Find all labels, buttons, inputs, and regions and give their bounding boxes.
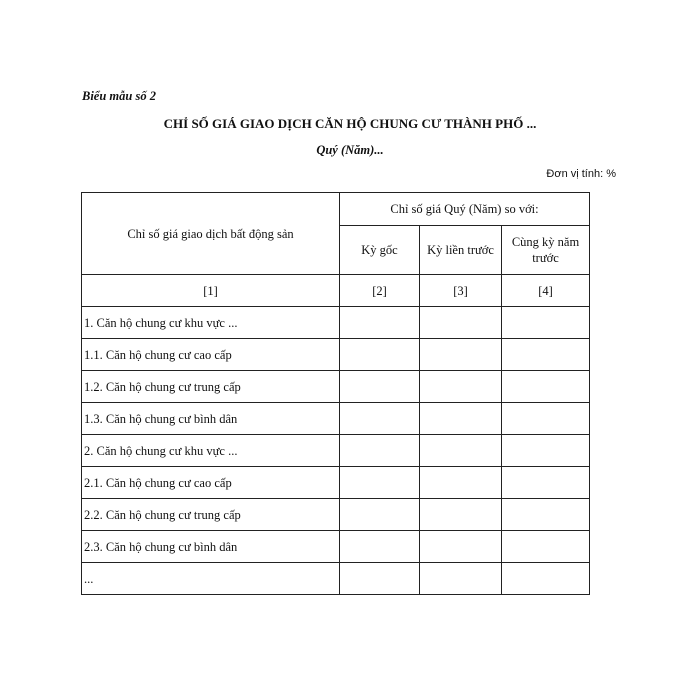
value-cell <box>340 403 420 435</box>
header-group-label: Chỉ số giá Quý (Năm) so với: <box>340 193 590 226</box>
value-cell <box>502 371 590 403</box>
value-cell <box>502 563 590 595</box>
value-cell <box>420 563 502 595</box>
table-row <box>82 371 590 403</box>
value-cell <box>420 307 502 339</box>
value-cell <box>420 371 502 403</box>
table-row <box>82 467 590 499</box>
sub-header-previous-period: Kỳ liền trước <box>420 226 502 275</box>
form-label: Biểu mẫu số 2 <box>82 89 156 103</box>
value-cell <box>340 467 420 499</box>
value-cell <box>340 531 420 563</box>
value-cell <box>420 531 502 563</box>
column-number: [1] <box>82 275 340 307</box>
value-cell <box>502 307 590 339</box>
value-cell <box>420 435 502 467</box>
table-row <box>82 339 590 371</box>
value-cell <box>502 403 590 435</box>
row-label: 1. Căn hộ chung cư khu vực ... <box>82 307 340 339</box>
value-cell <box>420 403 502 435</box>
value-cell <box>502 531 590 563</box>
document-title: CHỈ SỐ GIÁ GIAO DỊCH CĂN HỘ CHUNG CƯ THÀNH PHỐ ... <box>163 116 537 131</box>
value-cell <box>340 435 420 467</box>
value-cell <box>502 467 590 499</box>
value-cell <box>340 371 420 403</box>
sub-header-base-period: Kỳ gốc <box>340 226 420 275</box>
row-label: 1.2. Căn hộ chung cư trung cấp <box>82 371 340 403</box>
table-row <box>82 563 590 595</box>
value-cell <box>420 339 502 371</box>
row-label: 2.2. Căn hộ chung cư trung cấp <box>82 499 340 531</box>
table-row <box>82 435 590 467</box>
row-label: ... <box>82 563 340 595</box>
unit-note: Đơn vị tính: % <box>546 168 616 180</box>
value-cell <box>340 307 420 339</box>
value-cell <box>502 339 590 371</box>
table-row <box>82 499 590 531</box>
value-cell <box>340 563 420 595</box>
column-number: [2] <box>340 275 420 307</box>
column-number: [3] <box>420 275 502 307</box>
row-label: 2.1. Căn hộ chung cư cao cấp <box>82 467 340 499</box>
table-row <box>82 307 590 339</box>
value-cell <box>420 467 502 499</box>
row-label: 1.1. Căn hộ chung cư cao cấp <box>82 339 340 371</box>
value-cell <box>502 435 590 467</box>
value-cell <box>340 499 420 531</box>
value-cell <box>502 499 590 531</box>
column-number: [4] <box>502 275 590 307</box>
header-row-label: Chỉ số giá giao dịch bất động sản <box>82 193 340 275</box>
row-label: 2. Căn hộ chung cư khu vực ... <box>82 435 340 467</box>
value-cell <box>420 499 502 531</box>
value-cell <box>340 339 420 371</box>
row-label: 1.3. Căn hộ chung cư bình dân <box>82 403 340 435</box>
table-row <box>82 531 590 563</box>
sub-header-same-period-last-year: Cùng kỳ năm trước <box>502 226 590 275</box>
table-row <box>82 403 590 435</box>
document-period: Quý (Năm)... <box>316 143 384 157</box>
price-index-table <box>81 192 590 595</box>
row-label: 2.3. Căn hộ chung cư bình dân <box>82 531 340 563</box>
